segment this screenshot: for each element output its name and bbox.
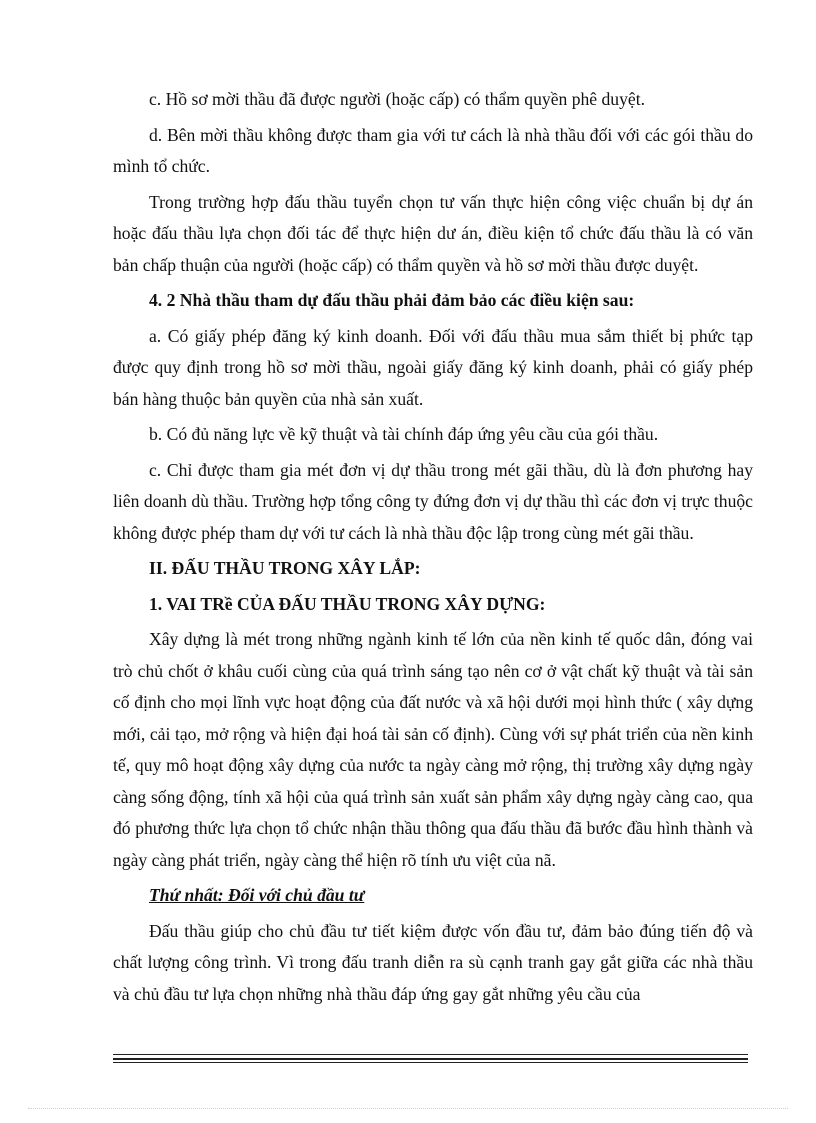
section-heading-4-2: 4. 2 Nhà thầu tham dự đấu thầu phải đảm bảo các điều kiện sau: (149, 290, 635, 310)
chapter-heading-ii: II. ĐẤU THẦU TRONG XÂY LẮP: (149, 558, 421, 578)
footer-rule-middle (113, 1058, 748, 1060)
paragraph-c-single-bid: c. Chỉ được tham gia mét đơn vị dự thầu trong mét gãi thầu, dù là đơn phương hay liên doanh dù thầu. Trường hợp tổng công ty đứng đơn vị dự thầu thì các đơn vị trực thuộc không được phép tham dự với tư cách là nhà thầu độc lập trong cùng mét gãi thầu. (113, 459, 753, 543)
paragraph-c-approval: c. Hồ sơ mời thầu đã được người (hoặc cấp) có thẩm quyền phê duyệt. (149, 89, 645, 109)
paragraph-investor-benefit: Đấu thầu giúp cho chủ đầu tư tiết kiệm được vốn đầu tư, đảm bảo đúng tiến độ và chất lượng công trình. Vì trong đấu tranh diễn ra sù cạnh tranh gay gắt giữa các nhà thầu và chủ đầu tư lựa chọn những nhà thầu đáp ứng gay gắt những yêu cầu của (113, 920, 753, 1004)
paragraph-construction-role: Xây dựng là mét trong những ngành kinh tế lớn của nền kinh tế quốc dân, đóng vai trò chủ chốt ở khâu cuối cùng của quá trình sáng tạo nên cơ ở vật chất kỹ thuật và tài sản cố định cho mọi lĩnh vực hoạt động của đất nước và xã hội dưới mọi hình thức ( xây dựng mới, cải tạo, mở rộng và hiện đại hoá tài sản cố định). Cùng với sự phát triển của nền kinh tế, quy mô hoạt động xây dựng của nước ta ngày càng mở rộng, thị trường xây dựng ngày càng sống động, tính xã hội của quá trình sản xuất sản phẩm xây dựng ngày càng cao, qua đó phương thức lựa chọn tổ chức nhận thầu thông qua đấu thầu đã bước đầu hình thành và ngày càng phát triển, ngày càng thể hiện rõ tính ưu việt của nã. (113, 629, 753, 870)
paragraph-a-license: a. Có giấy phép đăng ký kinh doanh. Đối với đấu thầu mua sắm thiết bị phức tạp được quy định trong hồ sơ mời thầu, ngoài giấy đăng ký kinh doanh, phải có giấy phép bán hàng thuộc bản quyền của nhà sản xuất. (113, 325, 753, 409)
page-bottom-dotted-border (28, 1108, 788, 1109)
footer-rule-bottom (113, 1062, 748, 1063)
paragraph-b-capacity: b. Có đủ năng lực về kỹ thuật và tài chính đáp ứng yêu cầu của gói thầu. (149, 424, 659, 444)
subheading-investor: Thứ nhất: Đối với chủ đầu tư (149, 885, 365, 905)
paragraph-consulting: Trong trường hợp đấu thầu tuyển chọn tư vấn thực hiện công việc chuẩn bị dự án hoặc đấu thầu lựa chọn đối tác để thực hiện dư án, điều kiện tổ chức đấu thầu là có văn bản chấp thuận của người (hoặc cấp) có thẩm quyền và hồ sơ mời thầu được duyệt. (113, 191, 753, 275)
section-heading-1: 1. VAI TRề CỦA ĐẤU THẦU TRONG XÂY DỰNG: (149, 593, 546, 614)
document-page (113, 84, 753, 1014)
footer-rule-top (113, 1054, 748, 1055)
paragraph-d-inviter: d. Bên mời thầu không được tham gia với tư cách là nhà thầu đối với các gói thầu do mình tổ chức. (113, 124, 753, 176)
